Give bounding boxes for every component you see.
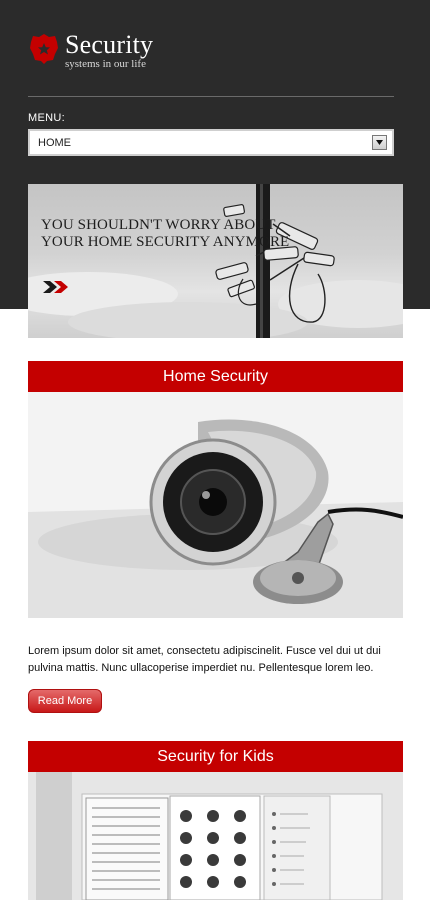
double-chevron-right-icon[interactable] <box>41 280 71 294</box>
menu-select[interactable] <box>28 129 394 156</box>
logo-tagline: systems in our life <box>65 58 146 70</box>
surveillance-cameras-image <box>28 184 403 338</box>
logo-name: Security <box>65 30 154 59</box>
security-camera-image <box>28 392 403 618</box>
section-title-security-for-kids: Security for Kids <box>28 741 403 772</box>
menu-label: MENU: <box>28 112 65 124</box>
read-more-button[interactable]: Read More <box>28 689 102 713</box>
banner-headline: YOU SHOULDN'T WORRY ABOUT YOUR HOME SECURITY ANYMORE <box>41 217 290 250</box>
hero-banner[interactable] <box>28 184 403 338</box>
section-body-text: Lorem ipsum dolor sit amet, consectetu adipiscinelit. Fusce vel dui ut dui pulvina mattis. Nunc ullacoperise imperdiet nu. Pellentesque lorem leo. <box>28 645 381 674</box>
alarm-keypad-image <box>28 772 403 900</box>
section-title-home-security: Home Security <box>28 361 403 392</box>
menu-select-value: HOME <box>38 136 71 149</box>
select-arrow-icon[interactable] <box>372 135 387 150</box>
header-divider <box>28 96 394 97</box>
logo[interactable] <box>29 31 153 70</box>
shield-badge-icon <box>29 33 59 65</box>
